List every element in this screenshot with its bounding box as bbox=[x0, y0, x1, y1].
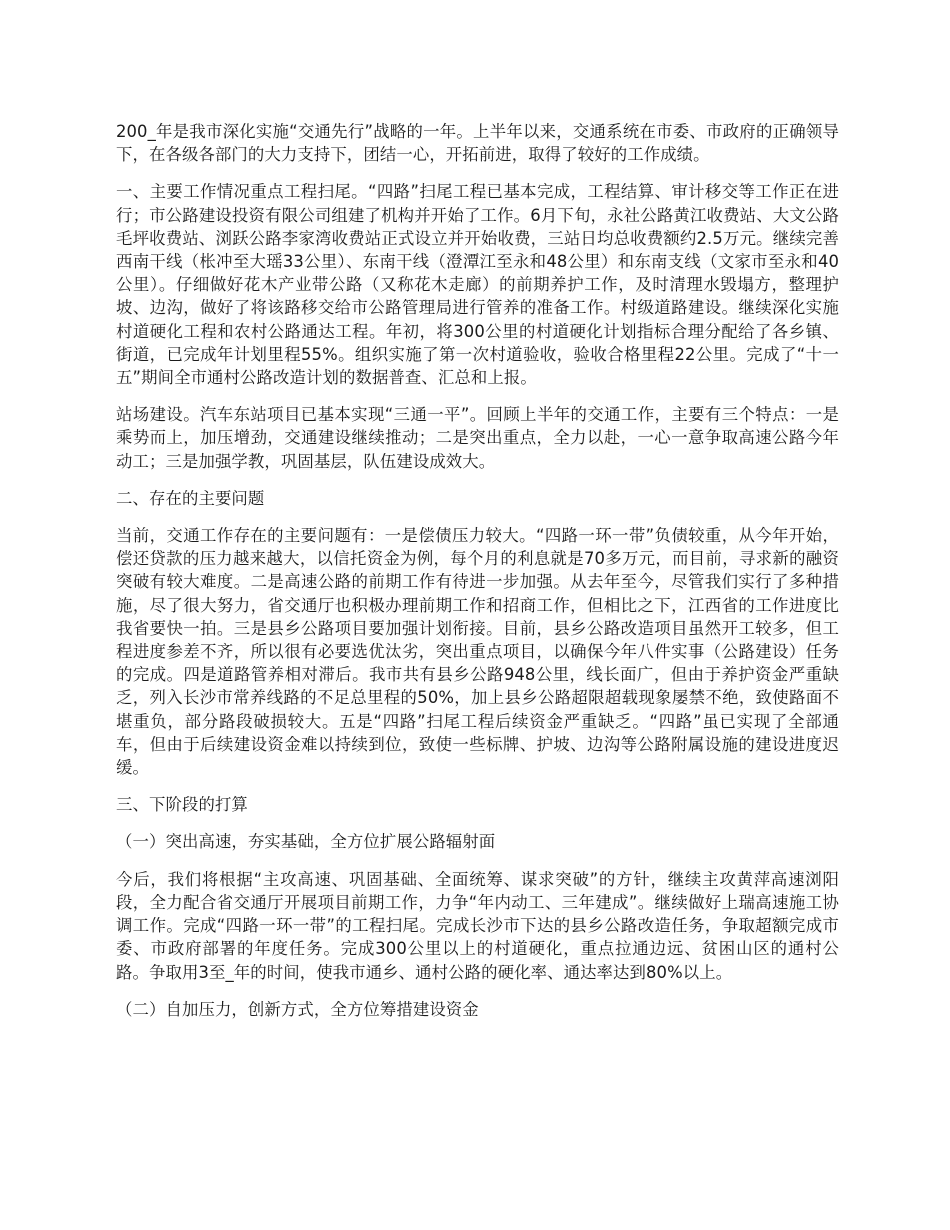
station-construction-paragraph: 站场建设。汽车东站项目已基本实现“三通一平”。回顾上半年的交通工作，主要有三个特点：一是乘势而上，加压增劲，交通建设继续推动；二是突出重点，全力以赴，一心一意争取高速公路今年动工；三是加强学教，巩固基层，队伍建设成效大。 bbox=[116, 405, 839, 471]
section-heading-plans: 三、下阶段的打算 bbox=[116, 795, 248, 815]
section-heading-problems: 二、存在的主要问题 bbox=[116, 488, 265, 508]
problems-paragraph: 当前，交通工作存在的主要问题有：一是偿债压力较大。“四路一环一带”负债较重，从今年开始，偿还贷款的压力越来越大，以信托资金为例，每个月的利息就是70多万元，而目前，寻求新的融资突破有较大难度。二是高速公路的前期工作有待进一步加强。从去年至今，尽管我们实行了多种措施，尽了很大努力，省交通厅也积极办理前期工作和招商工作，但相比之下，江西省的工作进度比我省要快一拍。三是县乡公路项目要加强计划衔接。目前，县乡公路改造项目虽然开工较多，但工程进度参差不齐，所以很有必要选优汰劣，突出重点项目，以确保今年八件实事（公路建设）任务的完成。四是道路管养相对滞后。我市共有县乡公路948公里，线长面广，但由于养护资金严重缺乏，列入长沙市常养线路的不足总里程的50%，加上县乡公路超限超载现象屡禁不绝，致使路面不堪重负，部分路段破损较大。五是“四路”扫尾工程后续资金严重缺乏。“四路”虽已实现了全部通车，但由于后续建设资金难以持续到位，致使一些标牌、护坡、边沟等公路附属设施的建设进度迟缓。 bbox=[116, 526, 839, 778]
highway-plan-paragraph: 今后，我们将根据“主攻高速、巩固基础、全面统筹、谋求突破”的方针，继续主攻黄萍高速浏阳段，全力配合省交通厅开展项目前期工作，力争“年内动工、三年建成”。继续做好上瑞高速施工协调工作。完成“四路一环一带”的工程扫尾。完成长沙市下达的县乡公路改造任务，争取超额完成市委、市政府部署的年度任务。完成300公里以上的村道硬化，重点拉通边远、贫困山区的通村公路。争取用3至_年的时间，使我市通乡、通村公路的硬化率、通达率达到80%以上。 bbox=[116, 869, 839, 982]
document-body bbox=[116, 120, 839, 1035]
subheading-funding: （二）自加压力，创新方式，全方位筹措建设资金 bbox=[116, 999, 479, 1019]
intro-paragraph: 200_年是我市深化实施“交通先行”战略的一年。上半年以来，交通系统在市委、市政府的正确领导下，在各级各部门的大力支持下，团结一心，开拓前进，取得了较好的工作成绩。 bbox=[116, 122, 839, 165]
subheading-highway: （一）突出高速，夯实基础，全方位扩展公路辐射面 bbox=[116, 832, 496, 852]
work-summary-paragraph: 一、主要工作情况重点工程扫尾。“四路”扫尾工程已基本完成，工程结算、审计移交等工作正在进行；市公路建设投资有限公司组建了机构并开始了工作。6月下旬，永社公路黄江收费站、大文公路毛坪收费站、浏跃公路李家湾收费站正式设立并开始收费，三站日均总收费额约2.5万元。继续完善西南干线（枨冲至大瑶33公里）、东南干线（澄潭江至永和48公里）和东南支线（文家市至永和40公里）。仔细做好花木产业带公路（又称花木走廊）的前期养护工作，及时清理水毁塌方，整理护坡、边沟，做好了将该路移交给市公路管理局进行管养的准备工作。村级道路建设。继续深化实施村道硬化工程和农村公路通达工程。年初，将300公里的村道硬化计划指标合理分配给了各乡镇、街道，已完成年计划里程55%。组织实施了第一次村道验收，验收合格里程22公里。完成了“十一五”期间全市通村公路改造计划的数据普查、汇总和上报。 bbox=[116, 182, 839, 388]
